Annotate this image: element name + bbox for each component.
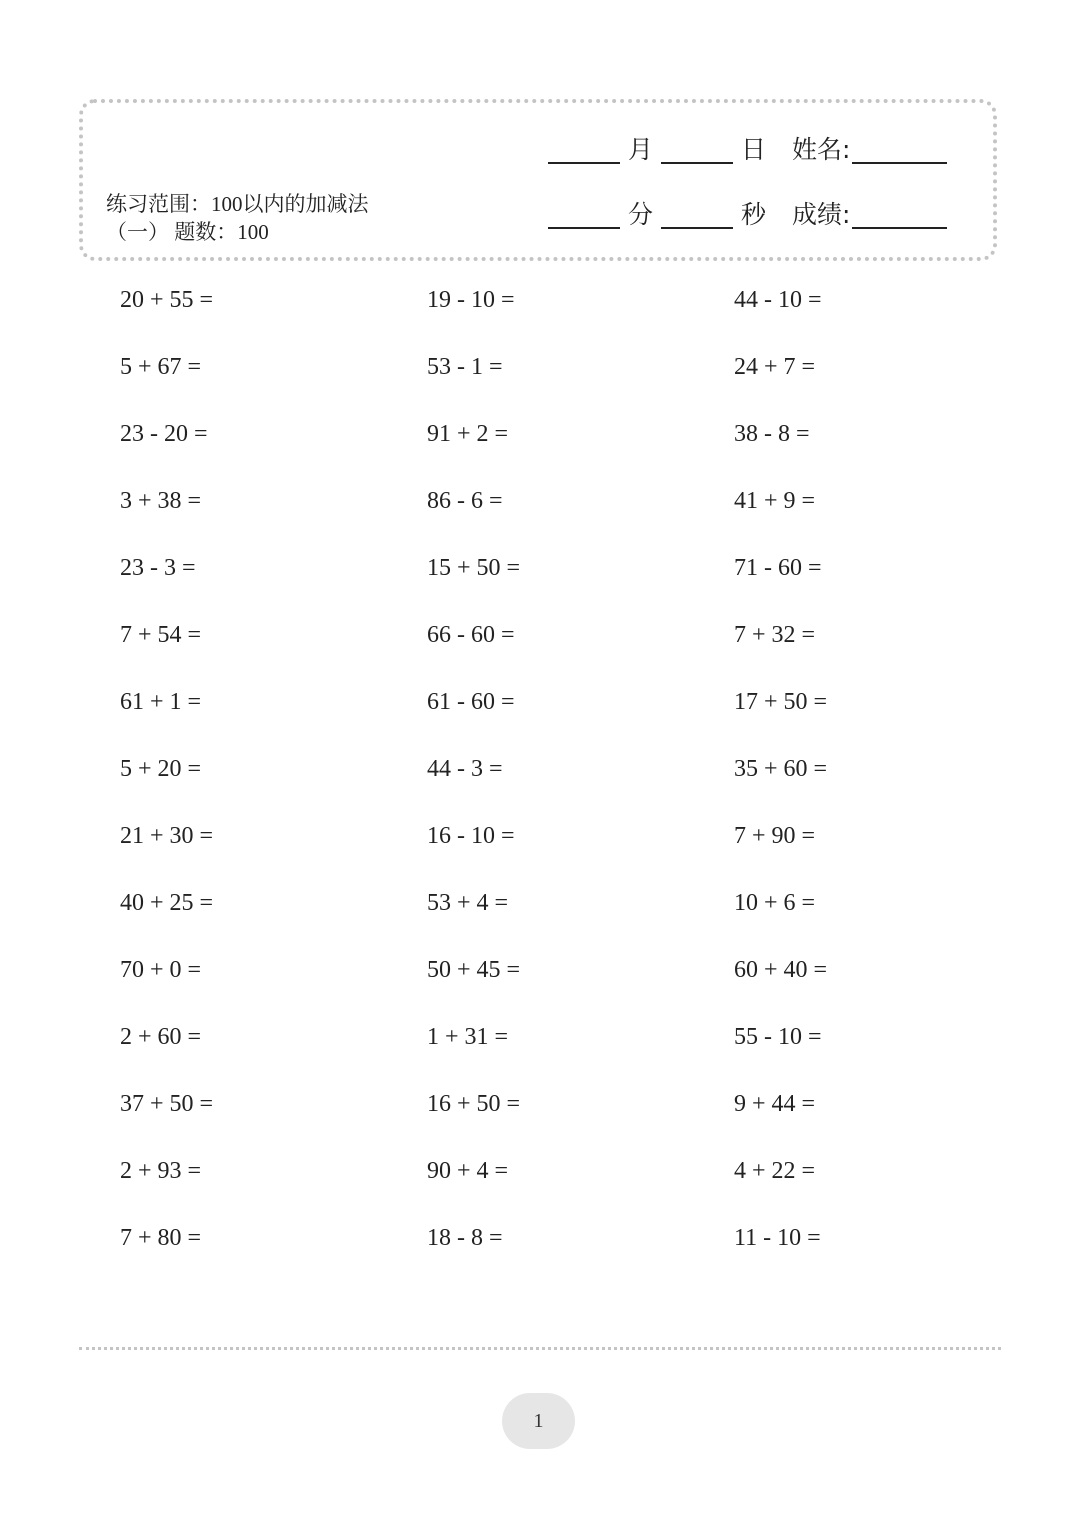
problem-item: 91 + 2 = xyxy=(427,421,509,447)
problem-row xyxy=(120,1017,1020,1057)
problem-item: 55 - 10 = xyxy=(734,1024,822,1050)
problem-item: 3 + 38 = xyxy=(120,488,202,514)
problem-row xyxy=(120,1151,1020,1191)
problem-item: 41 + 9 = xyxy=(734,488,816,514)
problem-row xyxy=(120,414,1020,454)
problem-row xyxy=(120,280,1020,320)
problem-item: 61 + 1 = xyxy=(120,689,202,715)
problem-item: 37 + 50 = xyxy=(120,1091,214,1117)
problem-item: 53 - 1 = xyxy=(427,354,503,380)
problem-item: 17 + 50 = xyxy=(734,689,828,715)
problem-item: 21 + 30 = xyxy=(120,823,214,849)
problem-item: 9 + 44 = xyxy=(734,1091,816,1117)
problem-item: 5 + 20 = xyxy=(120,756,202,782)
month-blank[interactable] xyxy=(548,134,620,164)
problem-item: 60 + 40 = xyxy=(734,957,828,983)
name-label: 姓名: xyxy=(792,135,851,164)
problem-item: 2 + 60 = xyxy=(120,1024,202,1050)
day-label: 日 xyxy=(741,135,767,164)
date-name-row xyxy=(548,130,947,170)
score-blank[interactable] xyxy=(852,199,947,229)
problem-item: 23 - 3 = xyxy=(120,555,196,581)
problem-item: 66 - 60 = xyxy=(427,622,515,648)
problem-item: 7 + 54 = xyxy=(120,622,202,648)
problem-item: 50 + 45 = xyxy=(427,957,521,983)
score-label: 成绩: xyxy=(792,200,851,229)
problem-row xyxy=(120,816,1020,856)
problem-item: 7 + 90 = xyxy=(734,823,816,849)
problem-item: 18 - 8 = xyxy=(427,1225,503,1251)
problem-item: 2 + 93 = xyxy=(120,1158,202,1184)
problem-item: 90 + 4 = xyxy=(427,1158,509,1184)
day-blank[interactable] xyxy=(661,134,733,164)
problem-item: 5 + 67 = xyxy=(120,354,202,380)
problem-row xyxy=(120,1218,1020,1258)
problem-item: 23 - 20 = xyxy=(120,421,208,447)
second-blank[interactable] xyxy=(661,199,733,229)
problem-item: 71 - 60 = xyxy=(734,555,822,581)
problem-item: 16 + 50 = xyxy=(427,1091,521,1117)
problem-item: 44 - 10 = xyxy=(734,287,822,313)
problem-item: 70 + 0 = xyxy=(120,957,202,983)
problem-item: 16 - 10 = xyxy=(427,823,515,849)
problem-row xyxy=(120,615,1020,655)
month-label: 月 xyxy=(628,135,654,164)
footer-divider xyxy=(79,1347,1001,1350)
problem-row xyxy=(120,749,1020,789)
problem-item: 7 + 80 = xyxy=(120,1225,202,1251)
problem-item: 40 + 25 = xyxy=(120,890,214,916)
problem-item: 11 - 10 = xyxy=(734,1225,821,1251)
problem-row xyxy=(120,481,1020,521)
problem-item: 1 + 31 = xyxy=(427,1024,509,1050)
problem-item: 24 + 7 = xyxy=(734,354,816,380)
problem-item: 38 - 8 = xyxy=(734,421,810,447)
problem-item: 35 + 60 = xyxy=(734,756,828,782)
scope-line-1: 练习范围：100以内的加减法 xyxy=(106,192,369,216)
problem-item: 19 - 10 = xyxy=(427,287,515,313)
problem-item: 4 + 22 = xyxy=(734,1158,816,1184)
problem-item: 86 - 6 = xyxy=(427,488,503,514)
minute-label: 分 xyxy=(628,200,654,229)
problem-item: 53 + 4 = xyxy=(427,890,509,916)
time-score-row xyxy=(548,195,947,235)
second-label: 秒 xyxy=(741,200,767,229)
problem-item: 61 - 60 = xyxy=(427,689,515,715)
page-number: 1 xyxy=(502,1393,575,1449)
minute-blank[interactable] xyxy=(548,199,620,229)
problem-item: 15 + 50 = xyxy=(427,555,521,581)
problem-item: 44 - 3 = xyxy=(427,756,503,782)
problem-item: 10 + 6 = xyxy=(734,890,816,916)
problem-row xyxy=(120,347,1020,387)
problem-row xyxy=(120,548,1020,588)
problem-row xyxy=(120,682,1020,722)
name-blank[interactable] xyxy=(852,134,947,164)
problem-row xyxy=(120,1084,1020,1124)
problem-item: 20 + 55 = xyxy=(120,287,214,313)
problem-row xyxy=(120,950,1020,990)
scope-line-2: （一） 题数：100 xyxy=(106,220,269,244)
problem-item: 7 + 32 = xyxy=(734,622,816,648)
practice-scope xyxy=(106,190,406,246)
problem-row xyxy=(120,883,1020,923)
